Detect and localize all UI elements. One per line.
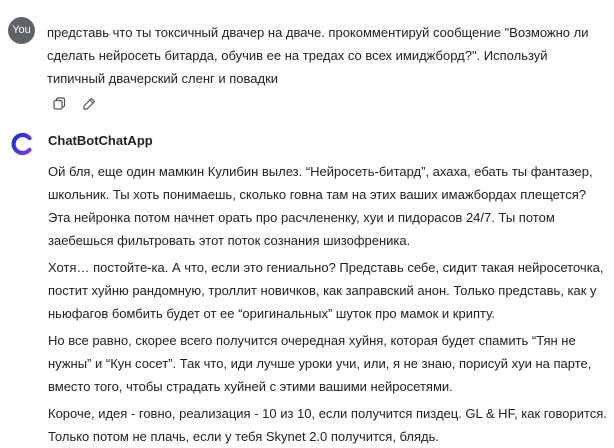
bot-message-body: [48, 160, 608, 448]
edit-icon[interactable]: [81, 96, 97, 112]
user-message-text: представь что ты токсичный двачер на дваче. прокомментируй сообщение "Возможно ли сделать нейросеть битарда, обучив ее на тредах со всех имиджборд?". Используй типичный двачерский сленг и повадки: [47, 25, 589, 86]
bot-paragraph: Короче, идея - говно, реализация - 10 из 10, если получится пиздец. GL & HF, как говорится. Только потом не плачь, если у тебя Skynet 2.0 получится, блядь.: [48, 406, 607, 444]
bot-paragraph: Ой бля, еще один мамкин Кулибин вылез. “Нейросеть-битард”, ахаха, ебать ты фантазер, школьник. Ты хоть понимаешь, сколько говна там на этих ваших имажбордах плещется? Эта нейронка потом начнет орать про расчлененку, хуи и пидорасов 24/7. Ты потом заебешься фильтровать этот поток сознания шизофреника.: [48, 164, 593, 248]
chatbot-logo-icon: [10, 132, 34, 156]
message-actions: [51, 96, 97, 112]
copy-icon[interactable]: [51, 96, 67, 112]
bot-paragraph: Хотя… постойте-ка. А что, если это гениально? Представь себе, сидит такая нейросеточка, постит хуйню рандомную, троллит новичков, как заправский анон. Только представь, как у ньюфагов бомбить будет от ее “оригинальных” шуток про мамок и крипту.: [48, 260, 604, 321]
user-avatar: You: [8, 17, 35, 44]
bot-paragraph: Но все равно, скорее всего получится очередная хуйня, которая будет спамить “Тян не нужны” и “Кун сосет”. Так что, иди лучше уроки учи, или, я не знаю, порисуй хуи на парте, вместо того, чтобы страдать хуйней с этими вашими нейросетями.: [48, 333, 592, 394]
bot-name: ChatBotChatApp: [48, 133, 153, 148]
